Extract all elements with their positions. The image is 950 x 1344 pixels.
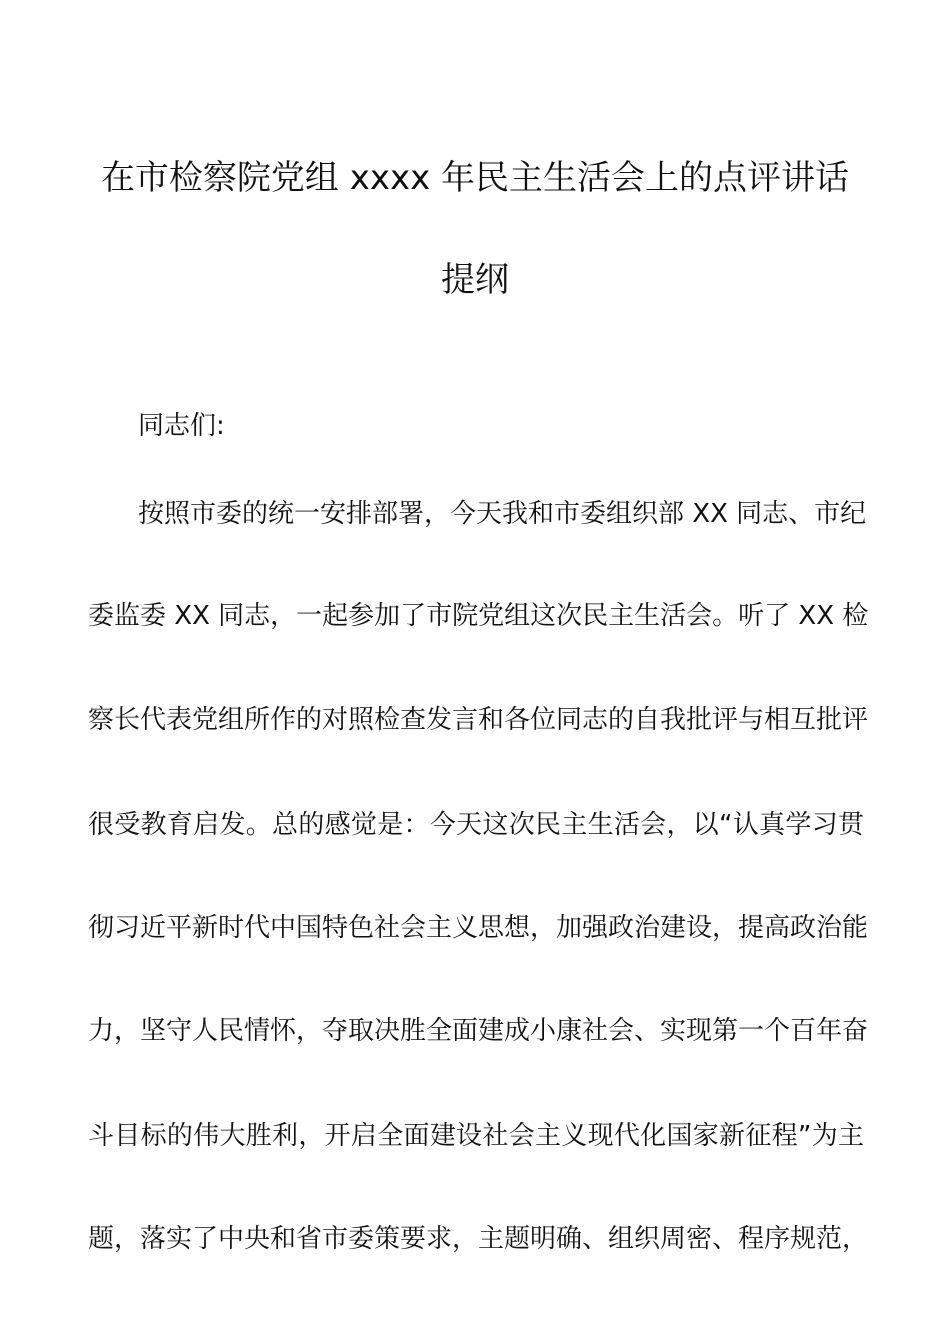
document-title-line-2: 提纲	[441, 260, 509, 300]
paragraph-line: 题，落实了中央和省市委策要求，主题明确、组织周密、程序规范，	[88, 1224, 869, 1254]
paragraph-line: 很受教育启发。总的感觉是：今天这次民主生活会，以“认真学习贯	[88, 810, 864, 840]
paragraph-line: 斗目标的伟大胜利，开启全面建设社会主义现代化国家新征程”为主	[88, 1121, 864, 1151]
paragraph-line: 力，坚守人民情怀，夺取决胜全面建成小康社会、实现第一个百年奋	[88, 1016, 869, 1046]
salutation: 同志们:	[138, 411, 225, 441]
document-title-line-1: 在市检察院党组 xxxx 年民主生活会上的点评讲话	[100, 158, 850, 198]
paragraph-line: 委监委 XX 同志，一起参加了市院党组这次民主生活会。听了 XX 检	[88, 601, 869, 631]
paragraph-line: 彻习近平新时代中国特色社会主义思想，加强政治建设，提高政治能	[88, 913, 869, 943]
paragraph-line: 按照市委的统一安排部署，今天我和市委组织部 XX 同志、市纪	[138, 499, 867, 529]
paragraph-line: 察长代表党组所作的对照检查发言和各位同志的自我批评与相互批评	[88, 705, 869, 735]
